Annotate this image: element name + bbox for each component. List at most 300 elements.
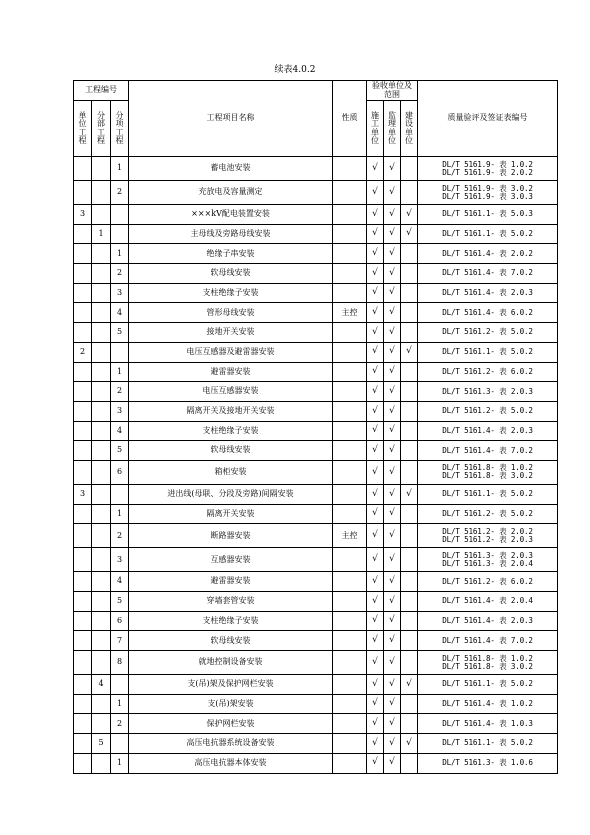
project-name-cell: 隔离开关安装 (129, 504, 333, 524)
project-name-cell: 断路器安装 (129, 524, 333, 548)
item-cell: 1 (111, 504, 129, 524)
owner-check (401, 421, 418, 441)
construction-check: √ (367, 611, 384, 631)
project-name-cell: 支柱绝缘子安装 (129, 421, 333, 441)
nature-cell: 主控 (333, 524, 367, 548)
form-no-cell (418, 460, 558, 484)
project-name-cell: 穿墙套管安装 (129, 592, 333, 612)
header-form-no: 质量验评及签证表编号 (418, 81, 558, 157)
nature-cell (333, 753, 367, 773)
form-no-cell (418, 631, 558, 651)
owner-check (401, 611, 418, 631)
owner-check (401, 382, 418, 402)
construction-check: √ (367, 224, 384, 244)
item-cell (111, 675, 129, 695)
construction-check: √ (367, 631, 384, 651)
owner-check: √ (401, 484, 418, 504)
supervision-check: √ (384, 484, 401, 504)
item-cell: 7 (111, 631, 129, 651)
supervision-check: √ (384, 548, 401, 572)
form-no-line: DL/T 5161.1- 表 5.0.2 (442, 679, 533, 689)
sub-cell (92, 323, 111, 343)
form-no-line: DL/T 5161.4- 表 6.0.2 (442, 307, 533, 317)
form-no-line: DL/T 5161.1- 表 5.0.2 (442, 229, 533, 239)
form-no-line: DL/T 5161.2- 表 5.0.2 (442, 508, 533, 518)
supervision-check: √ (384, 421, 401, 441)
form-no-line: DL/T 5161.2- 表 2.0.2 (442, 526, 533, 536)
form-no-cell (418, 244, 558, 264)
sub-cell (92, 181, 111, 205)
nature-cell (333, 611, 367, 631)
unit-cell (74, 244, 92, 264)
form-no-line: DL/T 5161.3- 表 2.0.3 (442, 550, 533, 560)
construction-check: √ (367, 714, 384, 734)
sub-cell (92, 572, 111, 592)
supervision-check: √ (384, 224, 401, 244)
table-row (74, 244, 558, 264)
form-no-cell (418, 401, 558, 421)
sub-cell (92, 714, 111, 734)
construction-check: √ (367, 441, 384, 461)
table-row (74, 441, 558, 461)
header-sub-project (92, 101, 111, 157)
unit-cell (74, 524, 92, 548)
table-row (74, 694, 558, 714)
supervision-check: √ (384, 504, 401, 524)
table-row (74, 181, 558, 205)
unit-cell (74, 382, 92, 402)
nature-cell (333, 382, 367, 402)
construction-check: √ (367, 572, 384, 592)
sub-cell: 4 (92, 675, 111, 695)
header-unit-project-text: 单位工程 (78, 110, 87, 145)
supervision-check: √ (384, 157, 401, 181)
form-no-line: DL/T 5161.4- 表 7.0.2 (442, 445, 533, 455)
item-cell: 2 (111, 524, 129, 548)
acceptance-table (73, 80, 558, 774)
sub-cell (92, 157, 111, 181)
table-row (74, 592, 558, 612)
item-cell: 2 (111, 714, 129, 734)
header-row-1 (74, 81, 558, 101)
construction-check: √ (367, 675, 384, 695)
construction-check: √ (367, 244, 384, 264)
sub-cell (92, 651, 111, 675)
sub-cell (92, 303, 111, 323)
table-row (74, 631, 558, 651)
form-no-cell (418, 283, 558, 303)
sub-cell (92, 753, 111, 773)
project-name-cell: 高压电抗器本体安装 (129, 753, 333, 773)
form-no-line: DL/T 5161.2- 表 5.0.2 (442, 406, 533, 416)
table-row (74, 675, 558, 695)
project-name-cell: 管形母线安装 (129, 303, 333, 323)
nature-cell (333, 714, 367, 734)
owner-check: √ (401, 675, 418, 695)
nature-cell (333, 421, 367, 441)
construction-check: √ (367, 205, 384, 225)
unit-cell (74, 753, 92, 773)
form-no-cell (418, 504, 558, 524)
item-cell: 5 (111, 323, 129, 343)
form-no-cell (418, 572, 558, 592)
item-cell: 6 (111, 460, 129, 484)
project-name-cell: 支柱绝缘子安装 (129, 283, 333, 303)
nature-cell (333, 362, 367, 382)
construction-check: √ (367, 651, 384, 675)
sub-cell (92, 342, 111, 362)
item-cell: 2 (111, 382, 129, 402)
owner-check (401, 592, 418, 612)
header-supervision (384, 101, 401, 157)
table-body (74, 81, 558, 774)
sub-cell (92, 548, 111, 572)
supervision-check: √ (384, 611, 401, 631)
supervision-check: √ (384, 572, 401, 592)
item-cell: 5 (111, 592, 129, 612)
table-row (74, 421, 558, 441)
construction-check: √ (367, 504, 384, 524)
supervision-check: √ (384, 524, 401, 548)
form-no-cell (418, 205, 558, 225)
form-no-cell (418, 651, 558, 675)
owner-check (401, 631, 418, 651)
sub-cell (92, 504, 111, 524)
unit-cell (74, 611, 92, 631)
nature-cell (333, 323, 367, 343)
nature-cell (333, 631, 367, 651)
header-sub-project-text: 分部工程 (97, 110, 105, 145)
table-row (74, 753, 558, 773)
sub-cell (92, 631, 111, 651)
unit-cell (74, 157, 92, 181)
owner-check: √ (401, 224, 418, 244)
form-no-line: DL/T 5161.9- 表 3.0.2 (442, 183, 533, 193)
project-name-cell: 就地控制设备安装 (129, 651, 333, 675)
nature-cell (333, 734, 367, 754)
sub-cell (92, 283, 111, 303)
form-no-line: DL/T 5161.4- 表 2.0.2 (442, 248, 533, 258)
form-no-line: DL/T 5161.2- 表 6.0.2 (442, 576, 533, 586)
construction-check: √ (367, 421, 384, 441)
item-cell: 1 (111, 753, 129, 773)
table-row (74, 303, 558, 323)
owner-check (401, 323, 418, 343)
unit-cell: 3 (74, 205, 92, 225)
owner-check (401, 244, 418, 264)
supervision-check: √ (384, 675, 401, 695)
supervision-check: √ (384, 631, 401, 651)
supervision-check: √ (384, 714, 401, 734)
project-name-cell: 电压互感器安装 (129, 382, 333, 402)
supervision-check: √ (384, 283, 401, 303)
unit-cell (74, 694, 92, 714)
unit-cell (74, 572, 92, 592)
form-no-line: DL/T 5161.4- 表 1.0.2 (442, 699, 533, 709)
sub-cell (92, 421, 111, 441)
nature-cell (333, 504, 367, 524)
owner-check: √ (401, 342, 418, 362)
item-cell (111, 484, 129, 504)
unit-cell (74, 651, 92, 675)
header-project-no: 工程编号 (74, 81, 129, 101)
table-row (74, 714, 558, 734)
unit-cell (74, 441, 92, 461)
project-name-cell: 蓄电池安装 (129, 157, 333, 181)
owner-check (401, 441, 418, 461)
header-acceptance (367, 81, 418, 101)
nature-cell (333, 651, 367, 675)
form-no-line: DL/T 5161.2- 表 2.0.3 (442, 534, 533, 544)
form-no-cell (418, 548, 558, 572)
header-item-project (111, 101, 129, 157)
nature-cell (333, 401, 367, 421)
item-cell: 4 (111, 303, 129, 323)
owner-check (401, 694, 418, 714)
project-name-cell: 接地开关安装 (129, 323, 333, 343)
owner-check (401, 283, 418, 303)
item-cell: 8 (111, 651, 129, 675)
nature-cell (333, 548, 367, 572)
table-row (74, 524, 558, 548)
nature-cell (333, 592, 367, 612)
table-row (74, 572, 558, 592)
item-cell (111, 224, 129, 244)
unit-cell (74, 675, 92, 695)
header-owner-text: 建设单位 (405, 110, 413, 145)
owner-check (401, 181, 418, 205)
table-row (74, 264, 558, 284)
supervision-check: √ (384, 244, 401, 264)
construction-check: √ (367, 303, 384, 323)
owner-check (401, 504, 418, 524)
construction-check: √ (367, 734, 384, 754)
sub-cell (92, 382, 111, 402)
sub-cell: 1 (92, 224, 111, 244)
form-no-line: DL/T 5161.8- 表 3.0.2 (442, 661, 533, 671)
header-unit-project (74, 101, 92, 157)
sub-cell (92, 441, 111, 461)
item-cell: 1 (111, 362, 129, 382)
table-caption: 续表4.0.2 (274, 65, 316, 75)
construction-check: √ (367, 694, 384, 714)
supervision-check: √ (384, 181, 401, 205)
unit-cell (74, 401, 92, 421)
owner-check (401, 264, 418, 284)
unit-cell (74, 460, 92, 484)
supervision-check: √ (384, 303, 401, 323)
construction-check: √ (367, 323, 384, 343)
item-cell: 3 (111, 283, 129, 303)
form-no-line: DL/T 5161.9- 表 2.0.2 (442, 167, 533, 177)
owner-check: √ (401, 205, 418, 225)
sub-cell (92, 460, 111, 484)
form-no-line: DL/T 5161.4- 表 2.0.3 (442, 616, 533, 626)
form-no-line: DL/T 5161.4- 表 7.0.2 (442, 635, 533, 645)
form-no-line: DL/T 5161.3- 表 1.0.6 (442, 758, 533, 768)
unit-cell (74, 631, 92, 651)
unit-cell (74, 303, 92, 323)
header-supervision-text: 监理单位 (388, 110, 396, 145)
form-no-cell (418, 524, 558, 548)
nature-cell (333, 675, 367, 695)
form-no-line: DL/T 5161.4- 表 2.0.3 (442, 425, 533, 435)
item-cell: 3 (111, 548, 129, 572)
unit-cell (74, 734, 92, 754)
form-no-cell (418, 611, 558, 631)
nature-cell (333, 157, 367, 181)
item-cell: 1 (111, 244, 129, 264)
form-no-cell (418, 714, 558, 734)
item-cell: 1 (111, 694, 129, 714)
project-name-cell: 支柱绝缘子安装 (129, 611, 333, 631)
nature-cell (333, 205, 367, 225)
form-no-cell (418, 264, 558, 284)
table-row (74, 362, 558, 382)
construction-check: √ (367, 484, 384, 504)
unit-cell (74, 362, 92, 382)
owner-check (401, 303, 418, 323)
nature-cell (333, 244, 367, 264)
project-name-cell: 高压电抗器系统设备安装 (129, 734, 333, 754)
unit-cell (74, 224, 92, 244)
supervision-check: √ (384, 264, 401, 284)
sub-cell (92, 264, 111, 284)
header-construction-text: 施工单位 (371, 110, 379, 145)
supervision-check: √ (384, 651, 401, 675)
construction-check: √ (367, 592, 384, 612)
item-cell: 6 (111, 611, 129, 631)
form-no-cell (418, 157, 558, 181)
table-row (74, 157, 558, 181)
construction-check: √ (367, 753, 384, 773)
form-no-cell (418, 484, 558, 504)
form-no-cell (418, 421, 558, 441)
table-row (74, 504, 558, 524)
nature-cell (333, 441, 367, 461)
item-cell: 2 (111, 181, 129, 205)
form-no-line: DL/T 5161.9- 表 3.0.3 (442, 191, 533, 201)
sub-cell (92, 401, 111, 421)
nature-cell (333, 264, 367, 284)
unit-cell (74, 283, 92, 303)
form-no-line: DL/T 5161.4- 表 2.0.3 (442, 288, 533, 298)
form-no-line: DL/T 5161.1- 表 5.0.2 (442, 738, 533, 748)
unit-cell (74, 264, 92, 284)
project-name-cell: 互感器安装 (129, 548, 333, 572)
form-no-line: DL/T 5161.4- 表 7.0.2 (442, 268, 533, 278)
table-row (74, 401, 558, 421)
nature-cell (333, 224, 367, 244)
form-no-cell (418, 224, 558, 244)
project-name-cell: 支(吊)架及保护网栏安装 (129, 675, 333, 695)
form-no-cell (418, 753, 558, 773)
owner-check (401, 651, 418, 675)
form-no-line: DL/T 5161.8- 表 3.0.2 (442, 471, 533, 481)
item-cell (111, 205, 129, 225)
item-cell: 2 (111, 264, 129, 284)
supervision-check: √ (384, 753, 401, 773)
form-no-cell (418, 342, 558, 362)
construction-check: √ (367, 157, 384, 181)
construction-check: √ (367, 342, 384, 362)
project-name-cell: 软母线安装 (129, 441, 333, 461)
project-name-cell: 软母线安装 (129, 264, 333, 284)
form-no-cell (418, 362, 558, 382)
supervision-check: √ (384, 734, 401, 754)
form-no-line: DL/T 5161.1- 表 5.0.2 (442, 347, 533, 357)
supervision-check: √ (384, 362, 401, 382)
construction-check: √ (367, 362, 384, 382)
unit-cell: 2 (74, 342, 92, 362)
construction-check: √ (367, 283, 384, 303)
sub-cell (92, 611, 111, 631)
owner-check (401, 714, 418, 734)
nature-cell (333, 283, 367, 303)
construction-check: √ (367, 382, 384, 402)
owner-check (401, 524, 418, 548)
item-cell (111, 342, 129, 362)
sub-cell (92, 205, 111, 225)
nature-cell (333, 484, 367, 504)
unit-cell (74, 714, 92, 734)
construction-check: √ (367, 401, 384, 421)
form-no-cell (418, 592, 558, 612)
owner-check (401, 157, 418, 181)
form-no-cell (418, 382, 558, 402)
supervision-check: √ (384, 441, 401, 461)
form-no-cell (418, 734, 558, 754)
construction-check: √ (367, 181, 384, 205)
item-cell: 4 (111, 421, 129, 441)
nature-cell: 主控 (333, 303, 367, 323)
unit-cell (74, 504, 92, 524)
project-name-cell: 保护网栏安装 (129, 714, 333, 734)
form-no-line: DL/T 5161.9- 表 1.0.2 (442, 159, 533, 169)
item-cell (111, 734, 129, 754)
form-no-line: DL/T 5161.8- 表 1.0.2 (442, 463, 533, 473)
supervision-check: √ (384, 401, 401, 421)
form-no-line: DL/T 5161.4- 表 1.0.3 (442, 718, 533, 728)
owner-check (401, 753, 418, 773)
owner-check (401, 460, 418, 484)
form-no-cell (418, 694, 558, 714)
table-row (74, 611, 558, 631)
unit-cell (74, 421, 92, 441)
nature-cell (333, 342, 367, 362)
construction-check: √ (367, 264, 384, 284)
form-no-line: DL/T 5161.2- 表 6.0.2 (442, 366, 533, 376)
item-cell: 4 (111, 572, 129, 592)
header-project-name: 工程项目名称 (129, 81, 333, 157)
project-name-cell: 主母线及旁路母线安装 (129, 224, 333, 244)
project-name-cell: 避雷器安装 (129, 572, 333, 592)
table-row (74, 224, 558, 244)
table-row (74, 734, 558, 754)
form-no-line: DL/T 5161.1- 表 5.0.3 (442, 209, 533, 219)
supervision-check: √ (384, 592, 401, 612)
supervision-check: √ (384, 323, 401, 343)
form-no-line: DL/T 5161.3- 表 2.0.3 (442, 386, 533, 396)
sub-cell (92, 592, 111, 612)
table-row (74, 460, 558, 484)
owner-check (401, 401, 418, 421)
form-no-line: DL/T 5161.1- 表 5.0.2 (442, 489, 533, 499)
project-name-cell: 电压互感器及避雷器安装 (129, 342, 333, 362)
form-no-cell (418, 441, 558, 461)
table-row (74, 342, 558, 362)
nature-cell (333, 694, 367, 714)
